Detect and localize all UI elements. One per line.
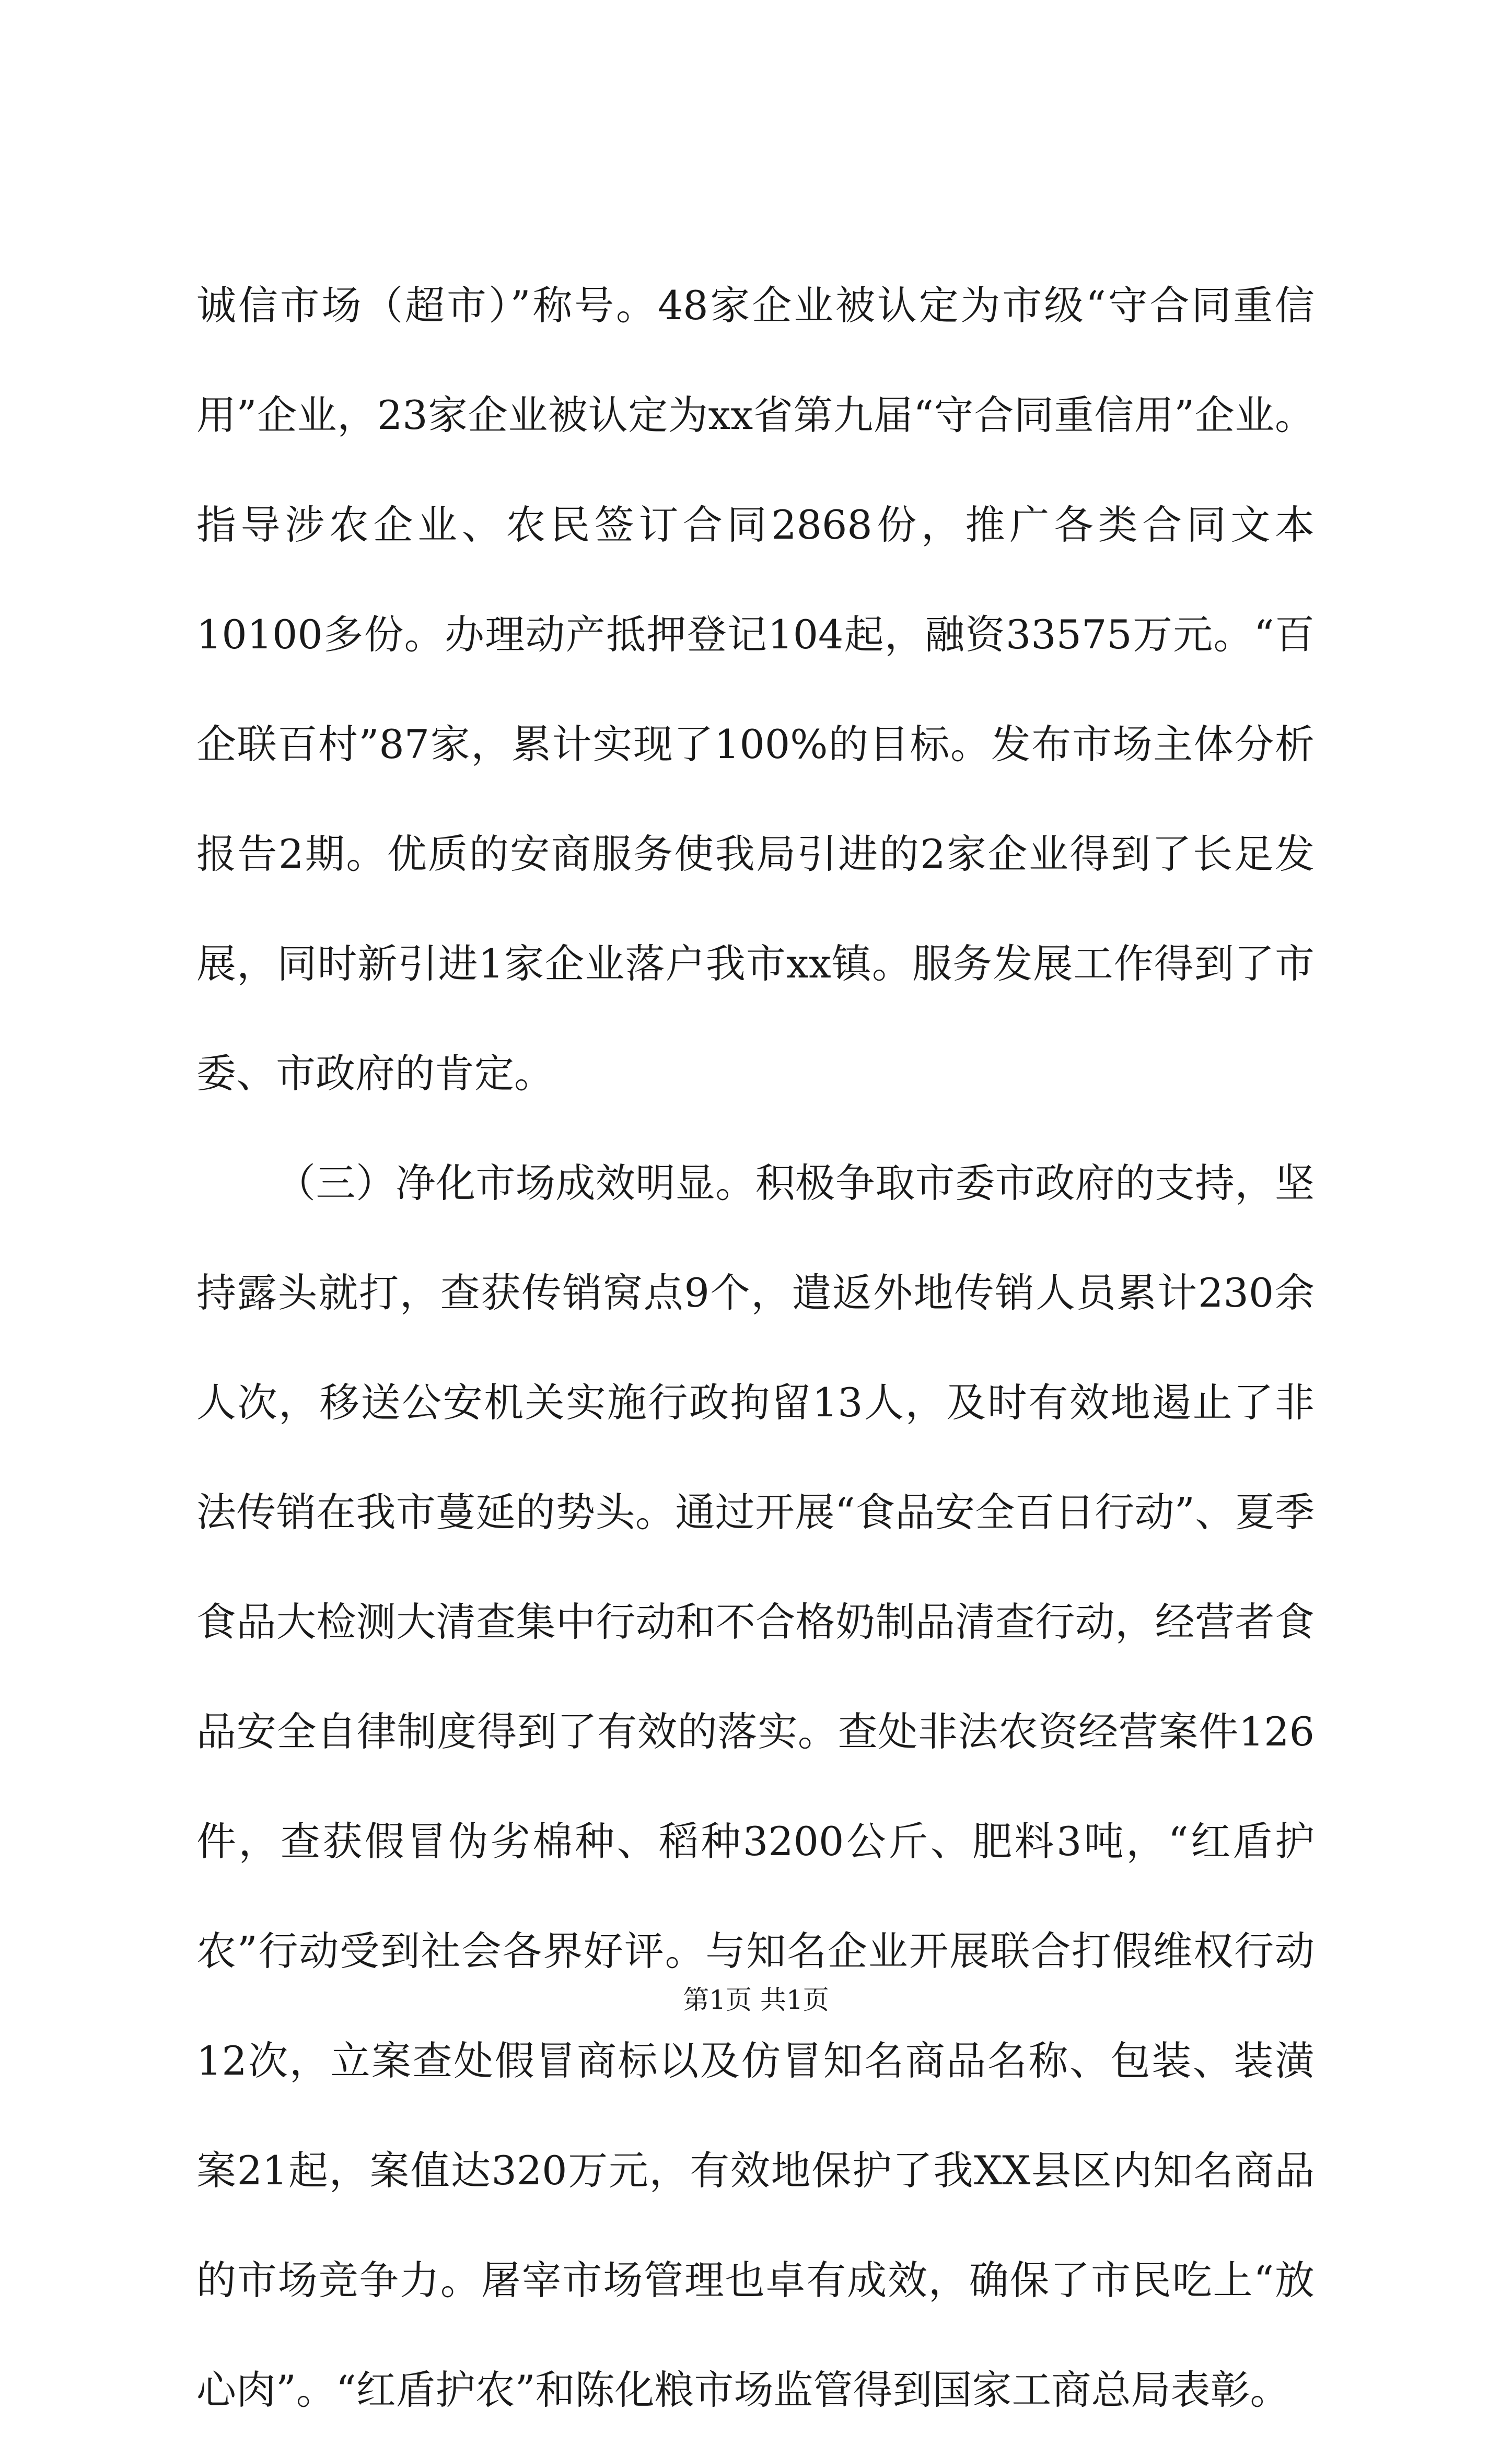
paragraph-section-three: （三）净化市场成效明显。积极争取市委市政府的支持，坚持露头就打，查获传销窝点9个，遣返外地传销人员累计230余人次，移送公安机关实施行政拘留13人，及时有效地遏止了非法传销在我市蔓延的势头。通过开展“食品安全百日行动”、夏季食品大检测大清查集中行动和不合格奶制品清查行动，经营者食品安全自律制度得到了有效的落实。查处非法农资经营案件126件，查获假冒伪劣棉种、稻种3200公斤、肥料3吨，“红盾护农”行动受到社会各界好评。与知名企业开展联合打假维权行动12次，立案查处假冒商标以及仿冒知名商品名称、包装、装潢案21起，案值达320万元，有效地保护了我XX县区内知名商品的市场竞争力。屠宰市场管理也卓有成效，确保了市民吃上“放心肉”。“红盾护农”和陈化粮市场监管得到国家工商总局表彰。 [196,1160,1315,2413]
paragraph-continuation: 诚信市场（超市）”称号。48家企业被认定为市级“守合同重信用”企业，23家企业被认定为xx省第九届“守合同重信用”企业。指导涉农企业、农民签订合同2868份，推广各类合同文本10100多份。办理动产抵押登记104起，融资33575万元。“百企联百村”87家，累计实现了100%的目标。发布市场主体分析报告2期。优质的安商服务使我局引进的2家企业得到了长足发展，同时新引进1家企业落户我市xx镇。服务发展工作得到了市委、市政府的肯定。 [196,282,1315,1097]
document-body [196,251,1315,2445]
page-footer: 第1页 共1页 [683,1985,829,2015]
